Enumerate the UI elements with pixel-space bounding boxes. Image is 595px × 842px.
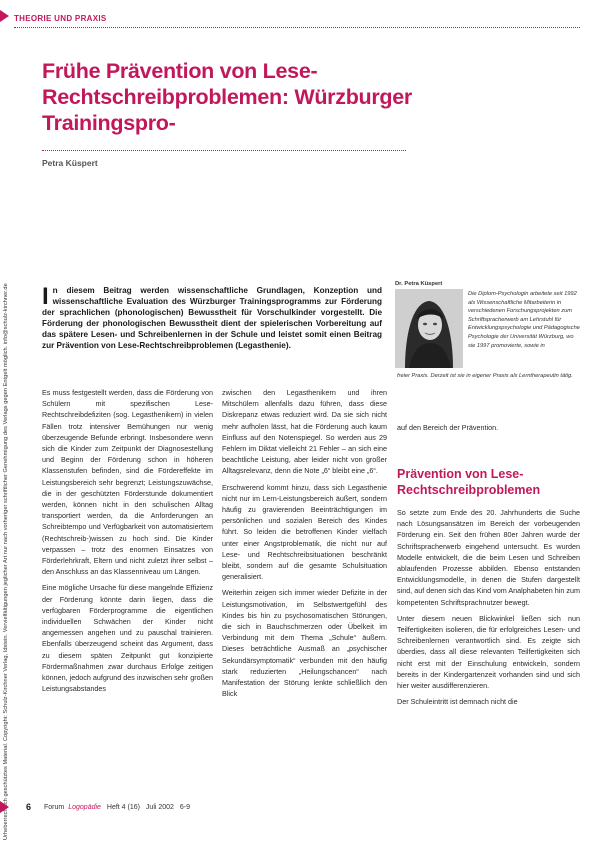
copyright-sidebar xyxy=(0,40,14,840)
paragraph: Unter diesem neuen Blickwinkel ließen sich nun Teilfertigkeiten isolieren, die für erfolgreiches Lesen- und Schreibenlernen verantwortlich sind. Es zeigte sich überdies, dass all diese relevanten Teilfertigkeiten sich nicht erst mit der Einschulung entwickeln, sondern bereits in der Kindergartenzeit vorhanden sind und sich hier weiter ausdifferenzieren. xyxy=(397,613,580,691)
paragraph: So setzte zum Ende des 20. Jahrhunderts die Suche nach Lösungsansätzen im Bereich der vorbeugenden Förderung ein. Seit den frühen 80er Jahren wurde der Schriftspracherwerb eingehend untersucht. Es wurden Modelle entwickelt, die die beim Lesen und Schreiben ablaufenden Prozesse abbilden. Ebenso entstanden Entwicklungsmodelle, in denen die Stufen dargestellt sind, auf denen sich das Kind vom Analphabeten hin zum kompetenten Schriftsprachnutzer bewegt. xyxy=(397,508,580,607)
paragraph: Erschwerend kommt hinzu, dass sich Legasthenie nicht nur im Lern-Leistungsbereich äußert, sondern häufig zu gravierenden Beeinträchtigungen im persönlichen und sozialen Bereich des Kindes führt. So leiden die betroffenen Kinder vielfach unter einer Angstproblematik, die nicht nur auf Lese- und Rechtschreibsituationen beschränkt bleibt, sondern auf die gesamte Schulsituation generalisiert. xyxy=(222,482,387,582)
section-label: THEORIE UND PRAXIS xyxy=(14,14,107,23)
section-heading: Prävention von Lese-Rechtschreibproblemen xyxy=(397,467,541,497)
section-marker-icon xyxy=(0,10,9,22)
author-bio-continued: freier Praxis. Derzeit ist sie in eigener Praxis als Lerntherapeutin tätig. xyxy=(397,373,573,379)
paragraph: Der Schuleintritt ist demnach nicht die xyxy=(397,697,518,707)
paragraph: Eine mögliche Ursache für diese mangelnde Effizienz der Förderung könnte darin liegen, dass die verfügbaren Förderprogramme die eigentlichen individuellen Schwächen der Kinder nicht angemessen angehen und zu pauschal trainieren. Ebenfalls überzeugend scheint das Argument, dass zu diesem späten Zeitpunkt gut konzipierte Fördermaßnahmen zwar durchaus Erfolge zeitigen können, jedoch aufgrund des inzwischen sehr großen Leistungsabstandes xyxy=(42,583,213,694)
footer-marker-icon xyxy=(0,801,9,813)
text-column-2 xyxy=(222,387,387,704)
paragraph: zwischen den Legasthenikern und ihren Mitschülern allenfalls dazu führen, dass diese Diskrepanz etwas reduziert wird. Da sie sich nicht mehr aufholen lässt, hat die Förderung auch kaum Einfluss auf den Notenspiegel. So werden aus 29 Fehlern im Diktat vielleicht 21 Fehler – an sich eine beachtliche Leistung, aber leider nicht von großer Alltagsrelevanz, denn die Note „6“ bleibt eine „6“. xyxy=(222,388,387,476)
author-photo-name: Dr. Petra Küspert xyxy=(395,281,443,287)
paragraph: auf den Bereich der Prävention. xyxy=(397,423,499,432)
article-lead xyxy=(42,283,382,351)
header-divider xyxy=(14,27,580,28)
lead-text: n diesem Beitrag werden wissenschaftliche Grundlagen, Konzeption und wissenschaftliche Evaluation des Würzburger Trainingsprogramms zur Förderung der sprachlichen (phonologischen) Bewusstheit für Vorschulkinder vorgestellt. Die Förderung der phonologischen Bewusstheit dient der spielerischen Vorbereitung auf das spätere Lesen- und Schreibenlernen in der Schule und leistet somit einen Beitrag zur Prävention von Lese-Rechtschreibproblemen (Legasthenie). xyxy=(42,286,382,350)
text-column-1 xyxy=(42,387,213,699)
page-footer xyxy=(44,804,194,811)
journal-date: Juli 2002 xyxy=(145,804,174,811)
page-number: 6 xyxy=(26,802,32,812)
author-bio: Die Diplom-Psychologin arbeitete seit 1992 als Wissenschaftliche Mitarbeiterin in verschiedenen Forschungsprojekten zum Schriftspracherwerb am Lehrstuhl für Entwicklungspsychologie und Pädagogische Psychologie der Universität Würzburg, wo sie 1997 promovierte, sowie in xyxy=(468,291,580,349)
article-author: Petra Küspert xyxy=(42,158,98,168)
journal-pages: 6-9 xyxy=(179,804,191,811)
article-title: Frühe Prävention von Lese-Rechtschreibproblemen: Würzburger Trainingspro- xyxy=(42,59,412,135)
journal-prefix: Forum xyxy=(44,804,65,811)
title-divider xyxy=(42,150,406,151)
journal-issue: Heft 4 (16) xyxy=(106,804,140,811)
journal-name: Logopädie xyxy=(68,804,101,811)
portrait-photo-icon xyxy=(395,289,463,368)
paragraph: Weiterhin zeigen sich immer wieder Defizite in der Leistungsmotivation, im Selbstwertgefühl des Kindes bis hin zu psychosomatischen Störungen, die sich in Bauchschmerzen oder Übelkeit im Verbindung mit dem Thema „Schule“ äußern. Dieses beträchtliche Ausmaß an „psychischer Sekundärsymptomatik“ verbunden mit den häufig stark reduzierten „Heilungschancen“ nach Manifestation der Störung lenkte schließlich den Blick xyxy=(222,588,387,699)
lead-dropcap: I xyxy=(42,283,49,310)
text-column-3-intro xyxy=(397,422,580,438)
text-column-3 xyxy=(397,507,580,712)
copyright-note: Urheberrechtlich geschütztes Material. Copyright: Schulz-Kirchner Verlag, Idstein. Vervielfältigungen jeglicher Art nur nach vorheriger schriftlicher Genehmigung des Verlags gegen Entgelt möglich. info@schulz-kirchner.de xyxy=(3,283,9,840)
paragraph: Es muss festgestellt werden, dass die Förderung von Schülern mit spezifischen Lese- Rechtschreibdefiziten (sog. Legasthenikern) in vielen Fällen trotz intensiver Bemühungen nur wenig überzeugende Befunde erbringt. Insbesondere wenn sich die Kinder zum Zeitpunkt der Diagnosestellung und Beginn der Förderung schon in höheren Klassenstufen befinden, sind die Fördereffekte im Leistungsbereich sehr begrenzt; Leistungszuwächse, die in der geschützten Förderstunde dokumentiert werden, können nicht in den schulischen Alltag transportiert werden, da die Anforderungen an Schreibtempo und Verfügbarkeit von automatisiertem (Rechtschreib-)wissen zu hoch sind. Die Kinder verpassen – trotz des enormen Einsatzes von Förderlehrkraft, Eltern und nicht zuletzt ihrer selbst – den Anschluss an das Klassenniveau um Längen. xyxy=(42,388,213,577)
